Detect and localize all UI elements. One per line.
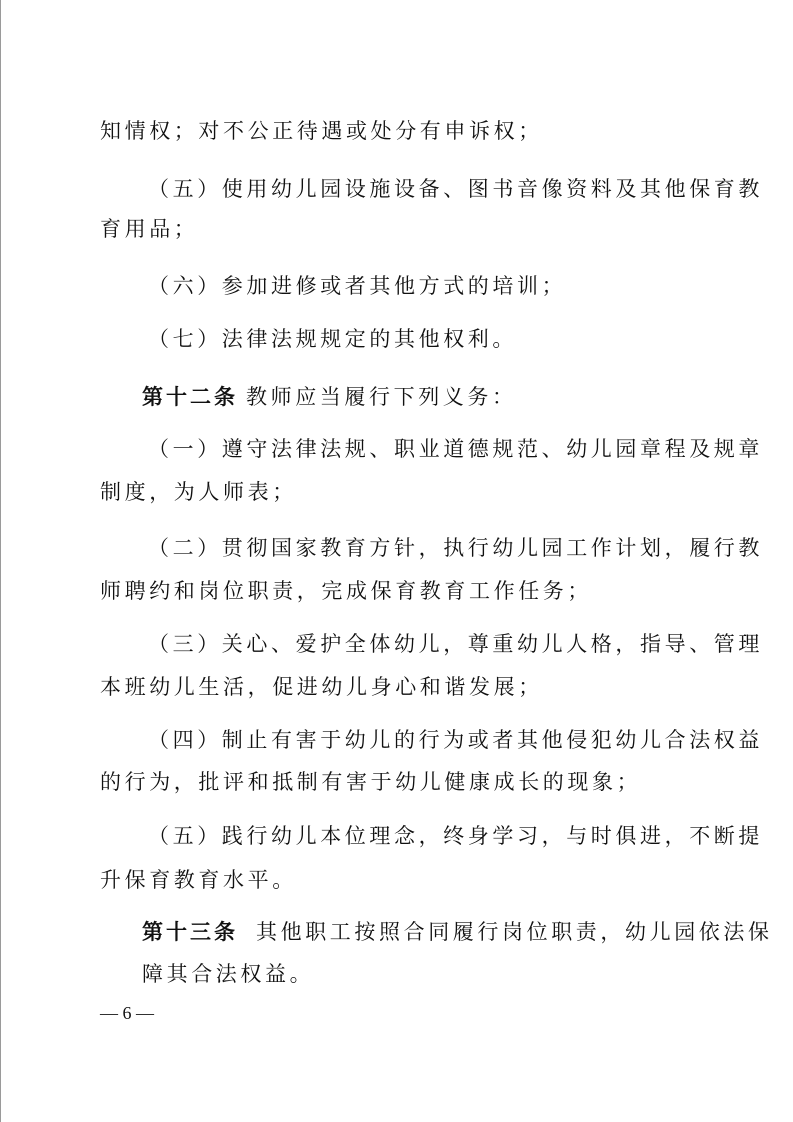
duty-3-line-1: （三）关心、爱护全体幼儿，尊重幼儿人格，指导、管理 — [148, 632, 763, 656]
article-13-line-1 — [142, 918, 773, 946]
duty-4-line-1: （四）制止有害于幼儿的行为或者其他侵犯幼儿合法权益 — [148, 728, 763, 752]
item-5-line-2: 育用品； — [100, 217, 199, 241]
duty-1-line-2: 制度，为人师表； — [100, 480, 297, 504]
article-13-text-line-1: 其他职工按照合同履行岗位职责，幼儿园依法保 — [256, 920, 773, 944]
item-6: （六）参加进修或者其他方式的培训； — [148, 274, 567, 298]
duty-1-line-1: （一）遵守法律法规、职业道德规范、幼儿园章程及规章 — [148, 437, 763, 461]
duty-5-line-2: 升保育教育水平。 — [100, 868, 297, 892]
article-13-heading: 第十三条 — [142, 920, 238, 944]
article-12-heading: 第十二条 — [142, 385, 238, 409]
article-12-line — [142, 383, 517, 411]
article-12-text: 教师应当履行下列义务： — [246, 385, 517, 409]
article-13-line-2: 障其合法权益。 — [142, 962, 315, 986]
page-left-edge — [0, 0, 1, 1122]
item-7: （七）法律法规规定的其他权利。 — [148, 327, 517, 351]
duty-2-line-2: 师聘约和岗位职责，完成保育教育工作任务； — [100, 579, 592, 603]
duty-4-line-2: 的行为，批评和抵制有害于幼儿健康成长的现象； — [100, 770, 642, 794]
duty-3-line-2: 本班幼儿生活，促进幼儿身心和谐发展； — [100, 675, 543, 699]
duty-5-line-1: （五）践行幼儿本位理念，终身学习，与时俱进，不断提 — [148, 824, 763, 848]
item-5-line-1: （五）使用幼儿园设施设备、图书音像资料及其他保育教 — [148, 177, 763, 201]
page-number: — 6 — — [100, 1003, 154, 1023]
paragraph-right-continuation: 知情权；对不公正待遇或处分有申诉权； — [100, 119, 543, 143]
duty-2-line-1: （二）贯彻国家教育方针，执行幼儿园工作计划，履行教 — [148, 536, 763, 560]
